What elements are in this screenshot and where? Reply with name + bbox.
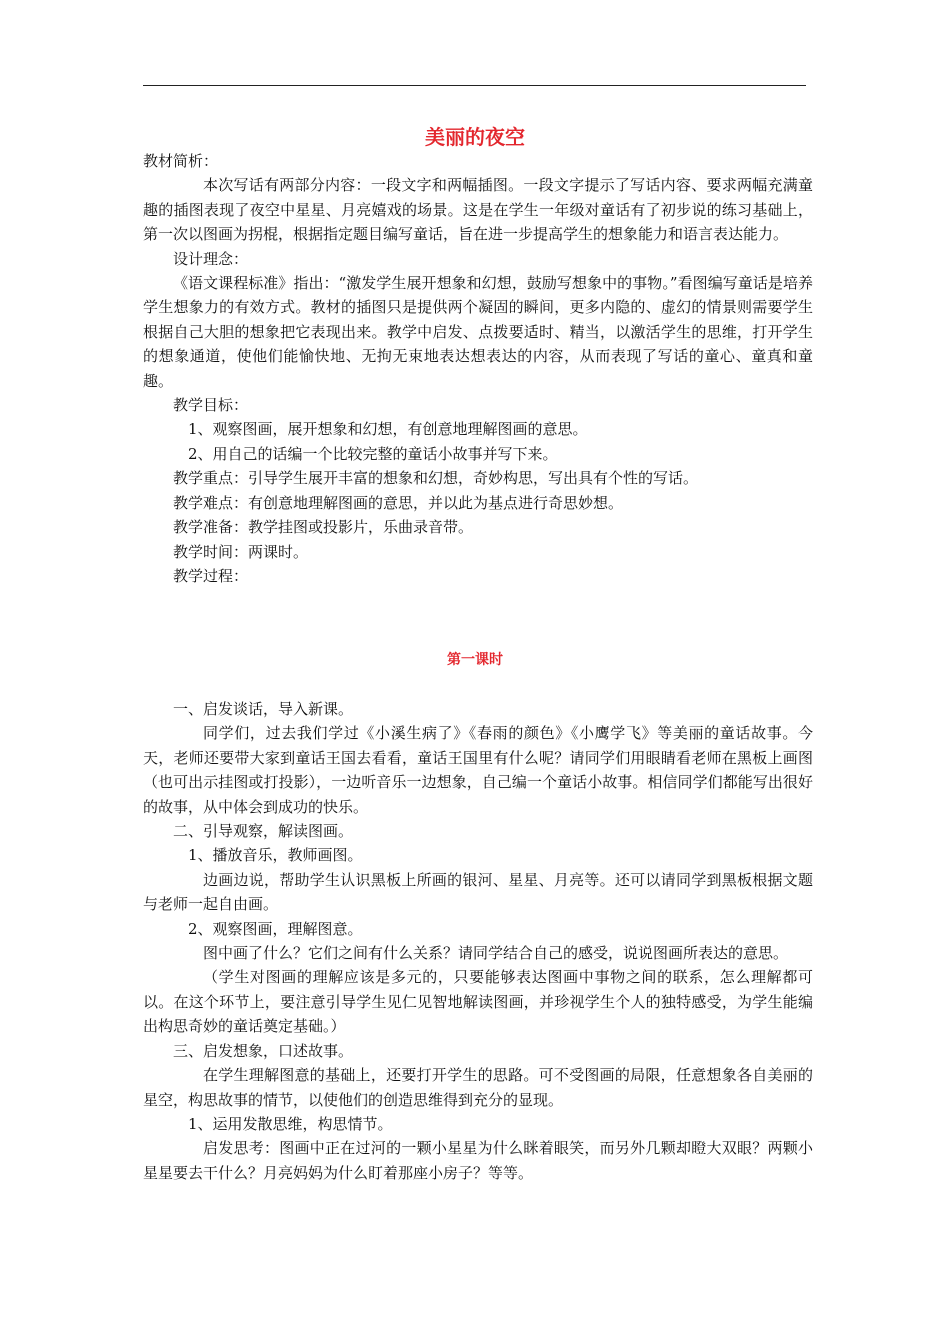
goal-item: 2、用自己的话编一个比较完整的童话小故事并写下来。: [188, 444, 558, 463]
sec1-body: 本次写话有两部分内容：一段文字和两幅插图。一段文字提示了写话内容、要求两幅充满童趣的插图表现了夜空中星星、月亮嬉戏的场景。这是在学生一年级对童话有了初步说的练习基础上，第一次以图画为拐棍，根据指定题目编写童话，旨在进一步提高学生的想象能力和语言表达能力。: [143, 176, 813, 244]
s1-title: 一、启发谈话，导入新课。: [173, 700, 354, 718]
header-rule: [143, 85, 806, 86]
doc-title: 美丽的夜空: [425, 125, 525, 149]
s3-item1-body: 启发思考：图画中正在过河的一颗小星星为什么眯着眼笑，而另外几颗却瞪大双眼？两颗小星星要去干什么？月亮妈妈为什么盯着那座小房子？等等。: [143, 1139, 813, 1182]
preparation: 教学准备：教学挂图或投影片，乐曲录音带。: [173, 518, 474, 537]
process-heading: 教学过程：: [173, 566, 249, 585]
s2-item2: 2、观察图画，理解图意。: [188, 919, 363, 938]
s2-item1: 1、播放音乐，教师画图。: [188, 846, 363, 865]
sec2-heading: 设计理念：: [173, 249, 249, 268]
goals-heading: 教学目标：: [173, 396, 249, 415]
s2-title: 二、引导观察，解读图画。: [173, 822, 354, 841]
s3-title: 三、启发想象，口述故事。: [173, 1041, 354, 1060]
teaching-time: 教学时间：两课时。: [173, 542, 309, 561]
intro-block: [143, 149, 813, 588]
s2-item1-body: 边画边说，帮助学生认识黑板上所画的银河、星星、月亮等。还可以请同学到黑板根据文题与老师一起自由画。: [143, 870, 813, 914]
s1-body: 同学们，过去我们学过《小溪生病了》《春雨的颜色》《小鹰学飞》等美丽的童话故事。今天，老师还要带大家到童话王国去看看，童话王国里有什么呢？请同学们用眼睛看老师在黑板上画图（也可出示挂图或打投影），一边听音乐一边想象，自己编一个童话小故事。相信同学们都能写出很好的故事，从中体会到成功的快乐。: [143, 724, 813, 816]
s2-item2-body: 图中画了什么？它们之间有什么关系？请同学结合自己的感受，说说图画所表达的意思。: [203, 944, 789, 963]
lesson1-block: [143, 697, 813, 1185]
sec1-heading: 教材简析：: [143, 152, 219, 170]
goal-item: 1、观察图画，展开想象和幻想，有创意地理解图画的意思。: [188, 420, 588, 439]
s3-body: 在学生理解图意的基础上，还要打开学生的思路。可不受图画的局限，任意想象各自美丽的星空，构思故事的情节，以使他们的创造思维得到充分的显现。: [143, 1066, 813, 1109]
sec2-body: 《语文课程标准》指出：“激发学生展开想象和幻想，鼓励写想象中的事物。”看图编写童话是培养学生想象力的有效方式。教材的插图只是提供两个凝固的瞬间，更多内隐的、虚幻的情景则需要学生根据自己大胆的想象把它表现出来。教学中启发、点拨要适时、精当，以激活学生的思维，打开学生的想象通道，使他们能愉快地、无拘无束地表达想表达的内容，从而表现了写话的童心、童真和童趣。: [143, 274, 813, 390]
s2-note: （学生对图画的理解应该是多元的，只要能够表达图画中事物之间的联系，怎么理解都可以。在这个环节上，要注意引导学生见仁见智地解读图画，并珍视学生个人的独特感受，为学生能编出构思奇妙的童话奠定基础。）: [143, 968, 813, 1036]
key-point: 教学重点：引导学生展开丰富的想象和幻想，奇妙构思，写出具有个性的写话。: [173, 469, 699, 488]
lesson1-heading: 第一课时: [447, 652, 503, 668]
s3-item1: 1、运用发散思维，构思情节。: [188, 1114, 393, 1133]
difficulty: 教学难点：有创意地理解图画的意思，并以此为基点进行奇思妙想。: [173, 493, 624, 512]
